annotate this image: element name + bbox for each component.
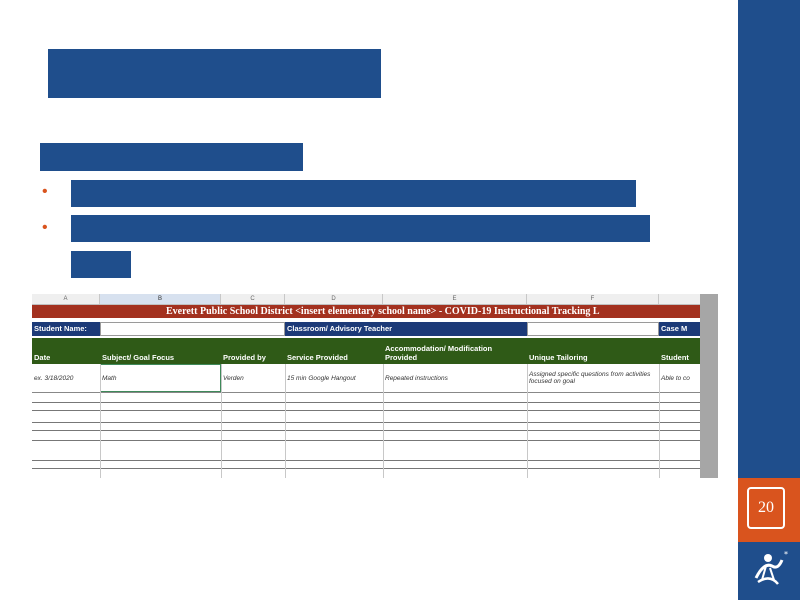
header-service: Service Provided: [287, 353, 348, 362]
row-divider: [32, 468, 700, 469]
cell-date[interactable]: ex. 3/18/2020: [34, 374, 74, 382]
bullet-marker: •: [42, 183, 48, 200]
student-name-label: Student Name:: [32, 322, 100, 336]
bullet-text-redacted: [71, 215, 650, 242]
district-logo-icon: [748, 548, 790, 590]
subtitle-redacted: [40, 143, 303, 171]
column-divider: [659, 364, 660, 478]
cell-accommodation[interactable]: Repeated instructions: [385, 374, 448, 382]
slide-title-redacted: [48, 49, 381, 98]
sheet-title-bar[interactable]: [32, 305, 700, 318]
cell-tailoring[interactable]: Assigned specific questions from activities focused on goal: [529, 371, 651, 385]
row-divider: [32, 422, 700, 423]
selected-cell-outline: [100, 364, 221, 392]
column-divider: [285, 364, 286, 478]
column-header[interactable]: B: [100, 294, 221, 304]
column-header-row: [32, 294, 700, 305]
page-number: 20: [758, 499, 774, 516]
column-header[interactable]: C: [221, 294, 285, 304]
header-subject: Subject/ Goal Focus: [102, 353, 175, 362]
table-header-row: [32, 338, 700, 364]
column-header[interactable]: D: [285, 294, 383, 304]
classroom-teacher-label: Classroom/ Advisory Teacher: [285, 322, 527, 336]
cell-provided-by[interactable]: Verden: [223, 374, 244, 382]
header-student: Student: [661, 353, 689, 362]
column-header[interactable]: E: [383, 294, 527, 304]
column-header[interactable]: F: [527, 294, 659, 304]
cell-subject[interactable]: Math: [102, 374, 117, 382]
header-accommodation: Accommodation/ Modification Provided: [385, 344, 493, 362]
column-header[interactable]: A: [32, 294, 100, 304]
spreadsheet-screenshot: [32, 294, 718, 478]
case-manager-label: Case M: [659, 322, 700, 336]
row-divider: [32, 402, 700, 403]
info-row: [32, 322, 700, 336]
bullet-text-redacted: [71, 251, 131, 278]
header-provided-by: Provided by: [223, 353, 266, 362]
column-divider: [527, 364, 528, 478]
sheet-title: Everett Public School District <insert elementary school name> - COVID-19 Instructional Tracking L: [166, 306, 600, 317]
bullet-text-redacted: [71, 180, 636, 207]
cell-student[interactable]: Able to co: [661, 374, 690, 382]
column-divider: [221, 364, 222, 478]
cell-service[interactable]: 15 min Google Hangout: [287, 374, 356, 382]
column-divider: [100, 364, 101, 478]
row-divider: [32, 410, 700, 411]
classroom-teacher-input[interactable]: [527, 322, 659, 336]
student-name-input[interactable]: [100, 322, 285, 336]
header-date: Date: [34, 353, 51, 362]
bullet-marker: •: [42, 219, 48, 236]
row-divider: [32, 460, 700, 461]
header-tailoring: Unique Tailoring: [529, 353, 588, 362]
vertical-scrollbar[interactable]: [700, 294, 718, 478]
svg-text:*: *: [784, 550, 788, 559]
column-divider: [383, 364, 384, 478]
row-divider: [32, 430, 700, 431]
row-divider: [32, 440, 700, 441]
